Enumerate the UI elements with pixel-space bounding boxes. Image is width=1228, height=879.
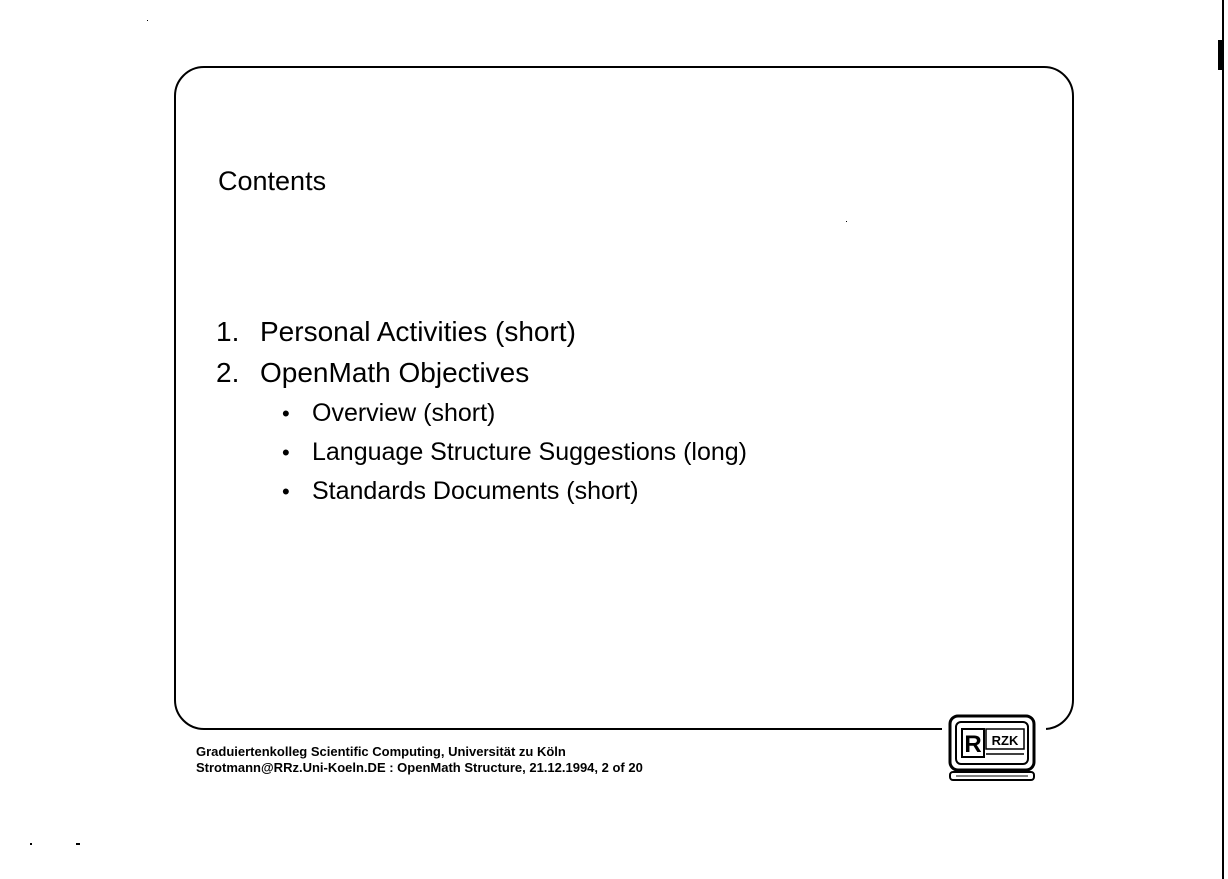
bullet-icon: •	[282, 479, 290, 504]
list-item	[216, 311, 576, 352]
list-item-label: Personal Activities (short)	[260, 316, 576, 347]
sublist-item-label: Standards Documents (short)	[312, 477, 639, 505]
objectives-sublist	[282, 394, 747, 511]
sublist-item-label: Overview (short)	[312, 399, 496, 427]
bullet-icon: •	[282, 440, 290, 465]
contents-list	[216, 311, 576, 393]
scan-speck	[846, 221, 847, 222]
sublist-item	[282, 394, 747, 433]
footer-line-institution: Graduiertenkolleg Scientific Computing, Universität zu Köln	[196, 744, 566, 759]
scan-speck	[30, 843, 32, 845]
sublist-item	[282, 472, 747, 511]
list-item-number: 2.	[216, 357, 240, 388]
svg-text:RZK: RZK	[991, 733, 1019, 748]
list-item	[216, 352, 576, 393]
svg-text:R: R	[964, 731, 982, 758]
sublist-item-label: Language Structure Suggestions (long)	[312, 438, 748, 466]
slide-title: Contents	[218, 166, 327, 196]
slide-footer	[196, 744, 643, 776]
scan-speck	[147, 20, 148, 21]
list-item-label: OpenMath Objectives	[260, 357, 530, 388]
rrzk-logo-icon	[948, 714, 1036, 782]
sublist-item	[282, 433, 747, 472]
list-item-number: 1.	[216, 316, 240, 347]
footer-line-author: Strotmann@RRz.Uni-Koeln.DE : OpenMath Structure, 21.12.1994, 2 of 20	[196, 760, 643, 775]
scan-speck	[76, 843, 80, 845]
scan-edge	[1222, 0, 1224, 879]
bullet-icon: •	[282, 401, 290, 426]
